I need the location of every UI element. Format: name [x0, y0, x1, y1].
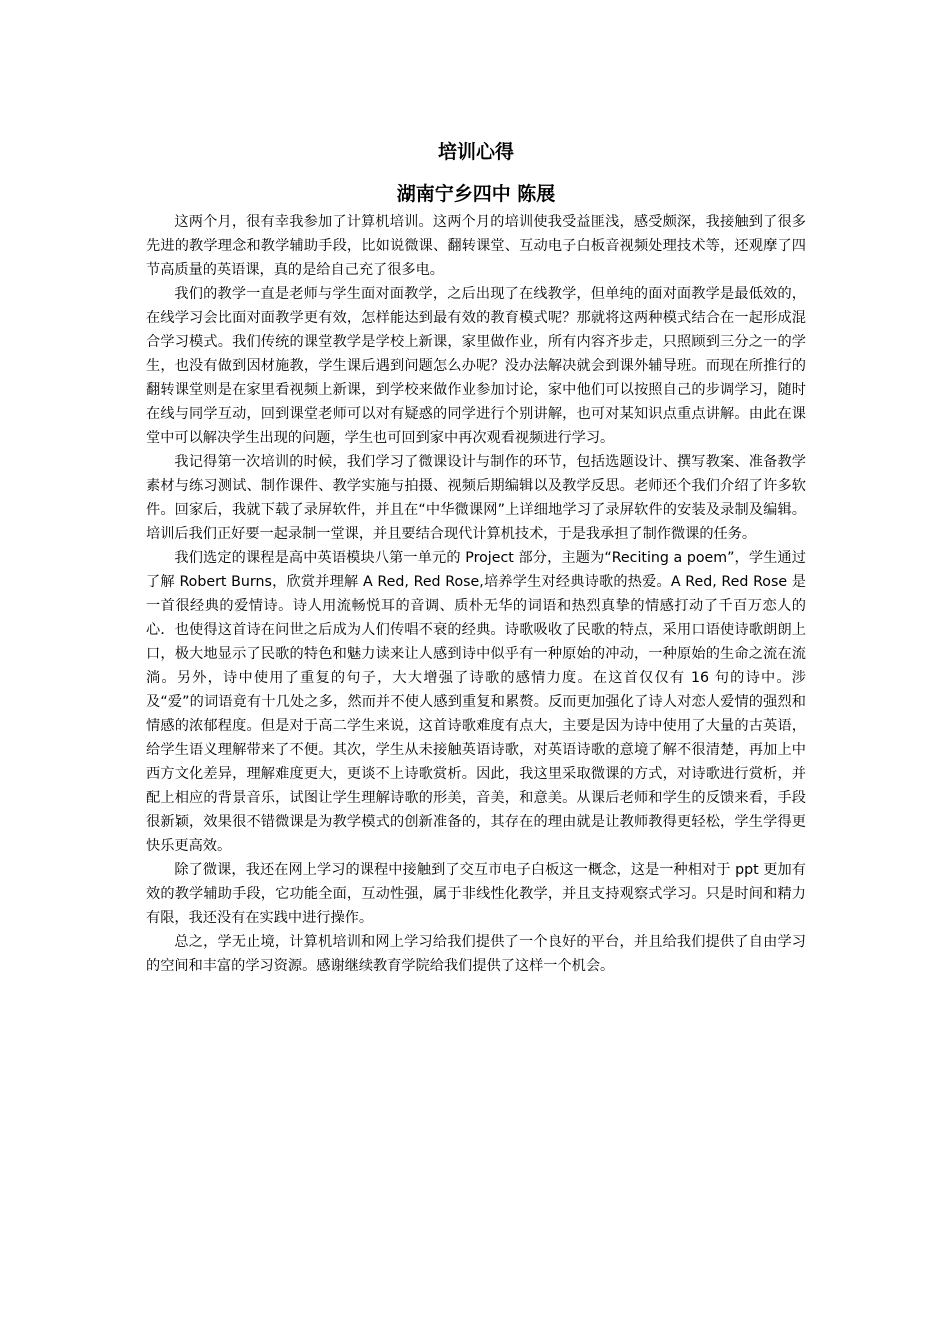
document-author: 湖南宁乡四中 陈展	[396, 183, 556, 205]
paragraph-microlecture-training: 我记得第一次培训的时候，我们学习了微课设计与制作的环节，包括选题设计、撰写教案、准备教学素材与练习测试、制作课件、教学实施与拍摄、视频后期编辑以及教学反思。老师还个我们介绍了许多软件。回家后，我就下载了录屏软件，并且在“中华微课网”上详细地学习了录屏软件的安装及录制及编辑。培训后我们正好要一起录制一堂课，并且要结合现代计算机技术，于是我承担了制作微课的任务。	[146, 454, 806, 542]
document-title: 培训心得	[437, 141, 514, 163]
document-page	[146, 138, 806, 978]
paragraph-conclusion: 总之，学无止境，计算机培训和网上学习给我们提供了一个良好的平台，并且给我们提供了自由学习的空间和丰富的学习资源。感谢继续教育学院给我们提供了这样一个机会。	[146, 934, 806, 974]
paragraph-blended-learning: 我们的教学一直是老师与学生面对面教学，之后出现了在线教学，但单纯的面对面教学是最低效的，在线学习会比面对面教学更有效，怎样能达到最有效的教育模式呢？那就将这两种模式结合在一起形成混合学习模式。我们传统的课堂教学是学校上新课，家里做作业，所有内容齐步走，只照顾到三分之一的学生，也没有做到因材施教，学生课后遇到问题怎么办呢？没办法解决就会到课外辅导班。而现在所推行的翻转课堂则是在家里看视频上新课，到学校来做作业参加讨论，家中他们可以按照自己的步调学习，随时在线与同学互动，回到课堂老师可以对有疑惑的同学进行个别讲解，也可对某知识点重点讲解。由此在课堂中可以解决学生出现的问题，学生也可回到家中再次观看视频进行学习。	[146, 286, 806, 446]
paragraph-intro: 这两个月，很有幸我参加了计算机培训。这两个月的培训使我受益匪浅，感受颇深，我接触到了很多先进的教学理念和教学辅助手段，比如说微课、翻转课堂、互动电子白板音视频处理技术等，还观摩了四节高质量的英语课，真的是给自己充了很多电。	[146, 214, 806, 278]
paragraph-whiteboard: 除了微课，我还在网上学习的课程中接触到了交互市电子白板这一概念，这是一种相对于 ppt 更加有效的教学辅助手段，它功能全面，互动性强，属于非线性化教学，并且支持观察式学习。只是时间和精力有限，我还没有在实践中进行操作。	[146, 862, 806, 926]
paragraph-poem-lesson: 我们选定的课程是高中英语模块八第一单元的 Project 部分，主题为“Reciting a poem”，学生通过了解 Robert Burns，欣赏并理解 A Red, Red Rose,培养学生对经典诗歌的热爱。A Red, Red Rose 是一首很经典的爱情诗。诗人用流畅悦耳的音调、质朴无华的词语和热烈真挚的情感打动了千百万恋人的心．也使得这首诗在问世之后成为人们传唱不衰的经典。诗歌吸收了民歌的特点，采用口语使诗歌朗朗上口，极大地显示了民歌的特色和魅力读来让人感到诗中似乎有一种原始的冲动，一种原始的生命之流在流淌。另外，诗中使用了重复的句子，大大增强了诗歌的感情力度。在这首仅仅有 16 句的诗中。涉及“爱”的词语竟有十几处之多，然而并不使人感到重复和累赘。反而更加强化了诗人对恋人爱情的强烈和情感的浓郁程度。但是对于高二学生来说，这首诗歌难度有点大，主要是因为诗中使用了大量的古英语，给学生语义理解带来了不便。其次，学生从未接触英语诗歌，对英语诗歌的意境了解不很清楚，再加上中西方文化差异，理解难度更大，更谈不上诗歌赏析。因此，我这里采取微课的方式，对诗歌进行赏析，并配上相应的背景音乐，试图让学生理解诗歌的形美，音美，和意美。从课后老师和学生的反馈来看，手段很新颖，效果很不错微课是为教学模式的创新准备的，其存在的理由就是让教师教得更轻松，学生学得更快乐更高效。	[146, 550, 806, 854]
